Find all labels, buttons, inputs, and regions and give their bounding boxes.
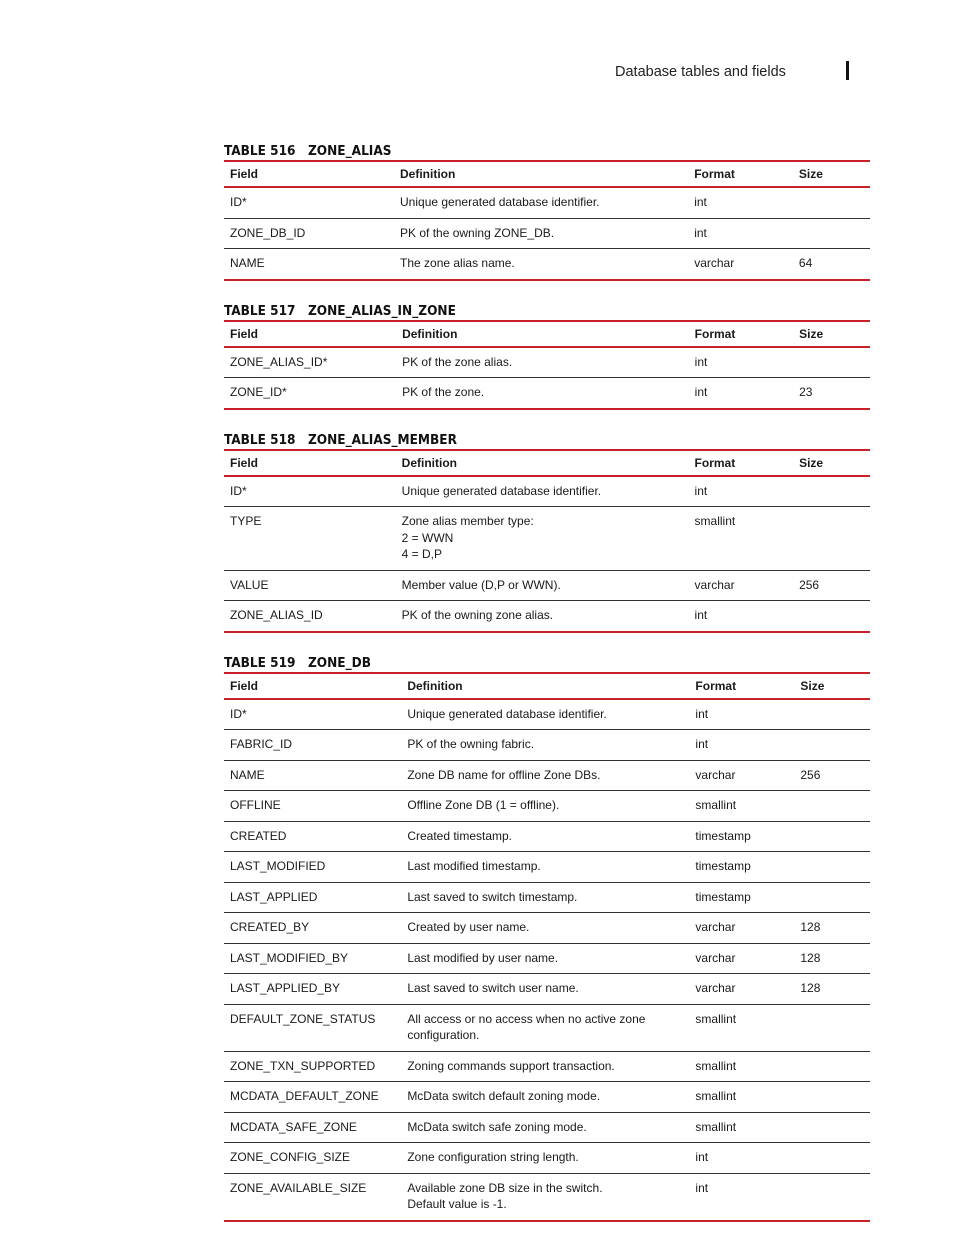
definition-line: PK of the owning zone alias. — [401, 608, 554, 622]
table-row — [224, 218, 870, 249]
column-header: Format — [695, 678, 737, 693]
field-cell: FABRIC_ID — [224, 730, 401, 761]
field-cell: DEFAULT_ZONE_STATUS — [224, 1004, 401, 1051]
table-row — [224, 791, 870, 822]
definition-cell — [396, 476, 689, 507]
field-cell: LAST_MODIFIED — [224, 852, 401, 883]
format-cell: int — [689, 347, 793, 378]
definition-cell — [401, 1112, 689, 1143]
format-cell: smallint — [689, 1051, 794, 1082]
definition-line: Unique generated database identifier. — [400, 195, 600, 209]
definition-line: 4 = D,P — [401, 547, 443, 561]
definition-line: Last saved to switch timestamp. — [407, 889, 578, 904]
size-cell: 23 — [793, 378, 870, 409]
table-row — [224, 974, 870, 1005]
column-header: Definition — [400, 167, 456, 181]
size-cell: 128 — [794, 913, 870, 944]
field-cell: CREATED — [224, 821, 401, 852]
size-cell — [794, 730, 870, 761]
field-cell: TYPE — [224, 507, 396, 571]
table-row — [224, 476, 870, 507]
size-cell — [794, 821, 870, 852]
format-cell: varchar — [689, 943, 794, 974]
field-cell: MCDATA_SAFE_ZONE — [224, 1112, 401, 1143]
definition-line: McData switch safe zoning mode. — [407, 1119, 587, 1134]
definition-cell — [401, 974, 689, 1005]
definition-cell — [401, 852, 689, 883]
size-cell — [793, 507, 870, 571]
field-cell: ID* — [224, 699, 401, 730]
definition-line: configuration. — [407, 1028, 480, 1042]
size-cell — [793, 187, 870, 218]
definition-line: McData switch default zoning mode. — [407, 1089, 601, 1103]
definition-line: PK of the zone. — [402, 385, 485, 399]
size-cell: 256 — [793, 570, 870, 601]
size-cell — [794, 699, 870, 730]
size-cell — [794, 791, 870, 822]
format-cell: varchar — [688, 249, 793, 280]
data-table — [224, 160, 870, 281]
table-number: TABLE 516 — [224, 143, 296, 159]
definition-cell — [401, 1173, 689, 1221]
table-row — [224, 249, 870, 280]
format-cell: timestamp — [689, 882, 794, 913]
table-row — [224, 378, 870, 409]
definition-cell — [394, 218, 688, 249]
definition-line: Available zone DB size in the switch. — [407, 1180, 603, 1195]
table-row — [224, 730, 870, 761]
table-row — [224, 943, 870, 974]
field-cell: ID* — [224, 187, 394, 218]
format-cell: int — [689, 730, 794, 761]
column-header: Size — [799, 455, 824, 470]
column-header: Definition — [407, 678, 463, 693]
size-cell — [794, 1082, 870, 1113]
definition-line: Zone configuration string length. — [407, 1150, 579, 1164]
definition-line: Last modified timestamp. — [407, 859, 541, 873]
size-cell: 128 — [794, 943, 870, 974]
definition-line: Offline Zone DB (1 = offline). — [407, 798, 560, 812]
table-row — [224, 347, 870, 378]
table-title — [224, 137, 870, 159]
field-cell: MCDATA_DEFAULT_ZONE — [224, 1082, 401, 1113]
format-cell: timestamp — [689, 821, 794, 852]
definition-cell — [401, 699, 689, 730]
format-cell: int — [689, 601, 794, 632]
table-header-row — [224, 450, 870, 476]
definition-cell — [401, 760, 689, 791]
definition-cell — [401, 1004, 689, 1051]
table-number: TABLE 518 — [224, 431, 296, 448]
table-row — [224, 1112, 870, 1143]
table-number: TABLE 517 — [224, 302, 296, 319]
field-cell: ZONE_ID* — [224, 378, 396, 409]
field-cell: ZONE_AVAILABLE_SIZE — [224, 1173, 401, 1221]
definition-cell — [401, 821, 689, 852]
table-row — [224, 821, 870, 852]
definition-line: Last modified by user name. — [407, 950, 559, 965]
table-name: ZONE_ALIAS — [308, 143, 392, 159]
table-row — [224, 1004, 870, 1051]
column-header: Definition — [401, 455, 457, 470]
definition-line: Created by user name. — [407, 920, 530, 934]
definition-line: All access or no access when no active zone — [407, 1011, 646, 1026]
table-row — [224, 601, 870, 632]
field-cell: LAST_MODIFIED_BY — [224, 943, 401, 974]
size-cell — [794, 1004, 870, 1051]
size-cell: 256 — [794, 760, 870, 791]
table-header-row — [224, 321, 870, 347]
data-table — [224, 672, 870, 1222]
definition-line: Zone alias member type: — [401, 514, 534, 528]
table-row — [224, 1173, 870, 1221]
size-cell — [793, 347, 870, 378]
table-row — [224, 913, 870, 944]
definition-line: PK of the owning ZONE_DB. — [400, 225, 555, 240]
format-cell: int — [689, 476, 794, 507]
definition-line: Default value is -1. — [407, 1197, 507, 1211]
table-row — [224, 507, 870, 571]
column-header: Field — [230, 678, 259, 693]
table-header-row — [224, 673, 870, 699]
definition-cell — [396, 601, 689, 632]
definition-cell — [401, 943, 689, 974]
size-cell — [794, 1051, 870, 1082]
definition-line: Member value (D,P or WWN). — [401, 577, 561, 592]
format-cell: int — [689, 1143, 794, 1174]
definition-cell — [401, 1143, 689, 1174]
field-cell: CREATED_BY — [224, 913, 401, 944]
format-cell: varchar — [689, 913, 794, 944]
column-header: Field — [230, 326, 259, 341]
format-cell: int — [688, 187, 793, 218]
size-cell: 128 — [794, 974, 870, 1005]
table-number: TABLE 519 — [224, 654, 296, 671]
table-name: ZONE_ALIAS_IN_ZONE — [308, 302, 456, 319]
size-cell — [793, 601, 870, 632]
definition-line: 2 = WWN — [401, 530, 454, 545]
definition-cell — [394, 249, 688, 280]
definition-cell — [401, 882, 689, 913]
format-cell: int — [688, 218, 793, 249]
definition-line: Unique generated database identifier. — [407, 706, 607, 721]
format-cell: varchar — [689, 570, 794, 601]
field-cell: ZONE_ALIAS_ID* — [224, 347, 396, 378]
definition-line: Unique generated database identifier. — [401, 483, 602, 498]
table-name: ZONE_ALIAS_MEMBER — [308, 431, 457, 448]
field-cell: ZONE_DB_ID — [224, 218, 394, 249]
size-cell — [794, 1173, 870, 1221]
definition-line: PK of the owning fabric. — [407, 737, 535, 751]
format-cell: timestamp — [689, 852, 794, 883]
column-header: Size — [799, 326, 824, 341]
format-cell: smallint — [689, 791, 794, 822]
field-cell: ZONE_CONFIG_SIZE — [224, 1143, 401, 1174]
field-cell: NAME — [224, 249, 394, 280]
table-title — [224, 426, 870, 448]
field-cell: LAST_APPLIED_BY — [224, 974, 401, 1005]
definition-cell — [401, 791, 689, 822]
definition-cell — [401, 1082, 689, 1113]
size-cell — [794, 882, 870, 913]
format-cell: smallint — [689, 507, 794, 571]
field-cell: OFFLINE — [224, 791, 401, 822]
column-header: Format — [694, 326, 736, 341]
format-cell: smallint — [689, 1082, 794, 1113]
column-header: Field — [230, 167, 259, 181]
column-header: Field — [230, 455, 259, 470]
size-cell — [794, 1112, 870, 1143]
definition-line: Created timestamp. — [407, 828, 513, 843]
format-cell: int — [689, 699, 794, 730]
table-header-row — [224, 161, 870, 187]
table-title — [224, 649, 870, 671]
definition-cell — [396, 507, 689, 571]
definition-cell — [396, 570, 689, 601]
data-table — [224, 320, 870, 410]
definition-cell — [396, 347, 689, 378]
column-header: Size — [798, 167, 823, 181]
definition-line: Zone DB name for offline Zone DBs. — [407, 767, 601, 782]
definition-cell — [401, 1051, 689, 1082]
table-row — [224, 570, 870, 601]
column-header: Size — [800, 678, 825, 693]
tables-container — [224, 137, 870, 1238]
field-cell: ID* — [224, 476, 396, 507]
definition-line: PK of the zone alias. — [402, 354, 513, 369]
definition-cell — [394, 187, 688, 218]
format-cell: varchar — [689, 760, 794, 791]
definition-cell — [401, 913, 689, 944]
size-cell — [794, 852, 870, 883]
table-title — [224, 297, 870, 319]
format-cell: int — [689, 1173, 794, 1221]
definition-cell — [396, 378, 689, 409]
field-cell: ZONE_ALIAS_ID — [224, 601, 396, 632]
data-table — [224, 449, 870, 633]
size-cell — [793, 476, 870, 507]
definition-line: The zone alias name. — [400, 256, 515, 270]
table-row — [224, 187, 870, 218]
size-cell — [794, 1143, 870, 1174]
table-row — [224, 760, 870, 791]
column-header: Definition — [402, 326, 458, 341]
field-cell: LAST_APPLIED — [224, 882, 401, 913]
table-row — [224, 1051, 870, 1082]
field-cell: VALUE — [224, 570, 396, 601]
field-cell: NAME — [224, 760, 401, 791]
format-cell: int — [689, 378, 793, 409]
column-header: Format — [694, 167, 735, 181]
column-header: Format — [694, 455, 736, 470]
size-cell: 64 — [793, 249, 870, 280]
table-row — [224, 882, 870, 913]
format-cell: smallint — [689, 1004, 794, 1051]
table-row — [224, 699, 870, 730]
format-cell: smallint — [689, 1112, 794, 1143]
field-cell: ZONE_TXN_SUPPORTED — [224, 1051, 401, 1082]
definition-line: Zoning commands support transaction. — [407, 1058, 615, 1073]
size-cell — [793, 218, 870, 249]
table-row — [224, 1082, 870, 1113]
format-cell: varchar — [689, 974, 794, 1005]
table-row — [224, 852, 870, 883]
table-row — [224, 1143, 870, 1174]
definition-cell — [401, 730, 689, 761]
running-header-title: Database tables and fields — [615, 64, 786, 80]
header-marker-bar — [846, 61, 849, 80]
definition-line: Last saved to switch user name. — [407, 981, 579, 995]
table-name: ZONE_DB — [308, 654, 372, 671]
